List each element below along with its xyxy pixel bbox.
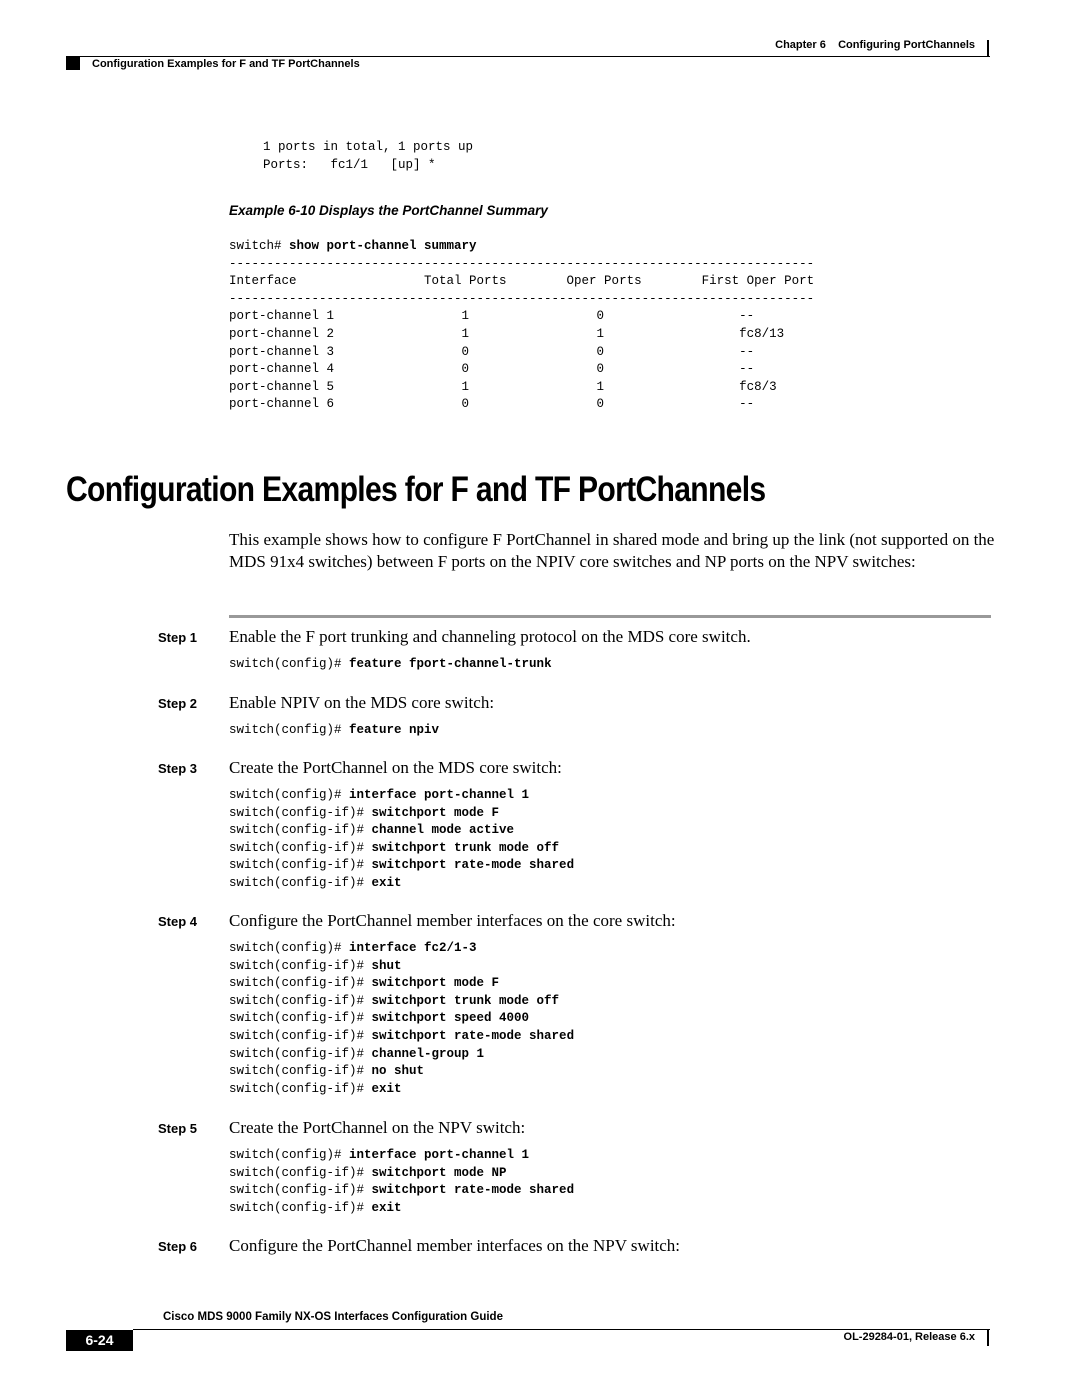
portchannel-summary-output — [229, 238, 814, 414]
table-separator: ------------------------------------------------------------------------------ — [229, 256, 815, 271]
code-line: switch(config-if)# switchport mode F — [229, 976, 500, 991]
step-instruction: Configure the PortChannel member interfaces on the core switch: — [229, 911, 676, 930]
code-line: Ports: fc1/1 [up] * — [263, 157, 436, 172]
footer-guide-title: Cisco MDS 9000 Family NX-OS Interfaces Configuration Guide — [163, 1311, 503, 1323]
code-line: switch(config)# feature fport-channel-trunk — [229, 657, 552, 671]
table-row: port-channel 2 1 1 fc8/13 — [229, 326, 785, 341]
code-line: switch(config-if)# switchport mode F — [229, 805, 500, 820]
step-code-block — [229, 722, 439, 740]
code-line: switch(config-if)# shut — [229, 958, 402, 973]
code-continuation — [263, 139, 473, 174]
code-line: switch(config)# interface fc2/1-3 — [229, 941, 477, 955]
code-line: switch(config)# feature npiv — [229, 723, 440, 737]
header-vertical-bar — [987, 40, 989, 56]
step-label: Step 3 — [158, 761, 198, 776]
code-line: switch(config-if)# switchport speed 4000 — [229, 1011, 530, 1026]
step-instruction: Create the PortChannel on the NPV switch: — [229, 1118, 526, 1137]
table-row: port-channel 3 0 0 -- — [229, 344, 755, 359]
table-row: port-channel 4 0 0 -- — [229, 362, 755, 377]
code-line: switch(config-if)# switchport rate-mode shared — [229, 858, 575, 873]
page-number: 6-24 — [66, 1330, 133, 1351]
footer-doc-id: OL-29284-01, Release 6.x — [843, 1331, 975, 1343]
code-line: switch(config)# interface port-channel 1 — [229, 788, 530, 802]
step-label: Step 2 — [158, 696, 198, 711]
procedure-rule — [229, 615, 991, 618]
section-heading: Configuration Examples for F and TF PortChannels — [66, 470, 766, 509]
step-instruction: Enable NPIV on the MDS core switch: — [229, 693, 495, 712]
table-row: port-channel 5 1 1 fc8/3 — [229, 379, 777, 394]
step-code-block — [229, 656, 552, 674]
code-line: switch(config-if)# channel mode active — [229, 823, 515, 838]
table-header-row: Interface Total Ports Oper Ports First Oper Port — [229, 274, 815, 289]
table-row: port-channel 1 1 0 -- — [229, 309, 755, 324]
step-label: Step 4 — [158, 914, 198, 929]
running-header-chapter: Chapter 6 Configuring PortChannels — [775, 39, 975, 51]
step-instruction: Create the PortChannel on the MDS core switch: — [229, 758, 562, 777]
footer-rule — [133, 1329, 990, 1330]
step-code-block — [229, 787, 574, 893]
step-code-block — [229, 1147, 574, 1217]
code-line: switch(config)# interface port-channel 1 — [229, 1148, 530, 1162]
step-label: Step 1 — [158, 630, 198, 645]
step-instruction: Configure the PortChannel member interfaces on the NPV switch: — [229, 1236, 681, 1255]
code-line: switch(config-if)# channel-group 1 — [229, 1046, 485, 1061]
code-line: switch(config-if)# switchport trunk mode off — [229, 840, 560, 855]
code-line: switch(config-if)# switchport rate-mode shared — [229, 1028, 575, 1043]
footer-vertical-bar — [987, 1330, 989, 1346]
code-line: switch(config-if)# exit — [229, 1081, 402, 1096]
header-rule — [66, 56, 990, 57]
code-line: switch(config-if)# exit — [229, 875, 402, 890]
code-line: switch(config-if)# switchport trunk mode off — [229, 993, 560, 1008]
running-header-section: Configuration Examples for F and TF PortChannels — [92, 58, 360, 70]
code-line: switch(config-if)# switchport rate-mode shared — [229, 1183, 575, 1198]
header-square-marker — [66, 56, 80, 70]
step-instruction: Enable the F port trunking and channeling protocol on the MDS core switch. — [229, 627, 751, 646]
code-line: switch(config-if)# no shut — [229, 1064, 425, 1079]
table-row: port-channel 6 0 0 -- — [229, 397, 755, 412]
table-separator: ------------------------------------------------------------------------------ — [229, 291, 815, 306]
step-label: Step 5 — [158, 1121, 198, 1136]
step-label: Step 6 — [158, 1239, 198, 1254]
step-code-block — [229, 940, 574, 1098]
example-title: Example 6-10 Displays the PortChannel Summary — [229, 203, 548, 218]
code-line: 1 ports in total, 1 ports up — [263, 140, 474, 154]
intro-paragraph: This example shows how to configure F PortChannel in shared mode and bring up the link (not supported on the MDS 91x4 switches) between F ports on the NPIV core switches and NP ports on the NPV switches: — [229, 530, 995, 571]
command-line: switch# show port-channel summary — [229, 239, 477, 253]
code-line: switch(config-if)# exit — [229, 1200, 402, 1215]
code-line: switch(config-if)# switchport mode NP — [229, 1165, 507, 1180]
